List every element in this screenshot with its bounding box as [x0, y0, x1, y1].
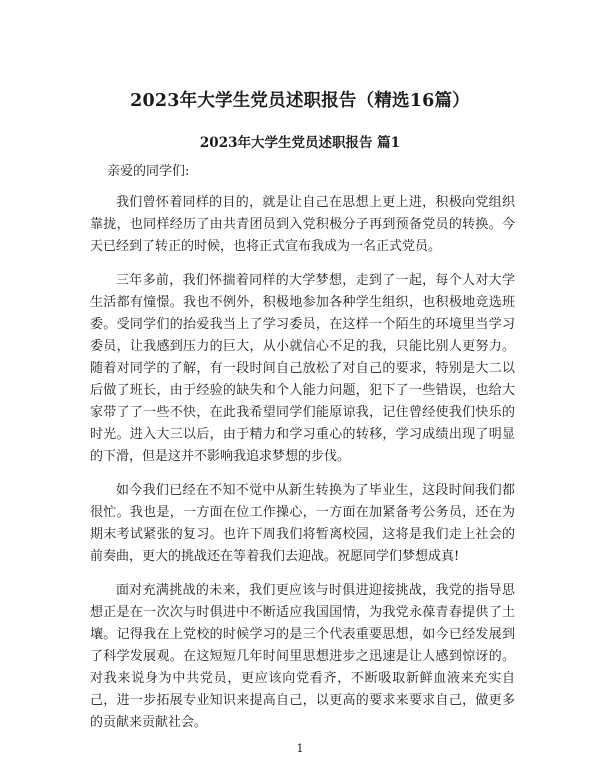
paragraph-1: 我们曾怀着同样的目的，就是让自己在思想上更上进，积极向党组织靠拢，也同样经历了由共青团员到入党积极分子再到预备党员的转换。今天已经到了转正的时候，也将正式宣布我成为一名正式党员。 [90, 195, 515, 254]
document-title: 2023年大学生党员述职报告（精选16篇） [130, 91, 470, 111]
paragraph-2: 三年多前，我们怀揣着同样的大学梦想，走到了一起，每个人对大学生活都有憧憬。我也不例外，积极地参加各种学生组织，也积极地竞选班委。受同学们的抬爱我当上了学习委员，在这样一个陌生的环境里当学习委员，让我感到压力的巨大，从小就信心不足的我，只能比别人更努力。随着对同学的了解，有一段时间自己放松了对自己的要求，特别是大二以后做了班长，由于经验的缺失和个人能力问题，犯下了一些错误，也给大家带了了一些不快，在此我希望同学们能原谅我，记住曾经使我们快乐的时光。进入大三以后，由于精力和学习重心的转移，学习成绩出现了明显的下滑，但是这并不影响我追求梦想的步伐。 [90, 273, 515, 464]
section-title: 2023年大学生党员述职报告 篇1 [199, 135, 401, 151]
paragraph-3: 如今我们已经在不知不觉中从新生转换为了毕业生，这段时间我们都很忙。我也是，一方面在位工作操心，一方面在加紧备考公务员，还在为期末考试紧张的复习。也许下周我们将暂离校园，这将是我们走上社会的前奏曲，更大的挑战还在等着我们去迎战。祝愿同学们梦想成真! [90, 483, 515, 564]
document-body [90, 161, 515, 746]
greeting: 亲爱的同学们: [107, 164, 190, 179]
page-number: 1 [296, 742, 304, 755]
paragraph-4: 面对充满挑战的未来，我们更应该与时俱进迎接挑战，我党的指导思想正是在一次次与时俱进中不断适应我国国情，为我党永葆青春提供了土壤。记得我在上党校的时候学习的是三个代表重要思想，如今已经发展到了科学发展观。在这短短几年时间里思想进步之迅速是让人感到惊讶的。对我来说身为中共党员，更应该向党看齐，不断吸取新鲜血液来充实自己，进一步拓展专业知识来提高自己，以更高的要求来要求自己，做更多的贡献来贡献社会。 [90, 583, 515, 730]
